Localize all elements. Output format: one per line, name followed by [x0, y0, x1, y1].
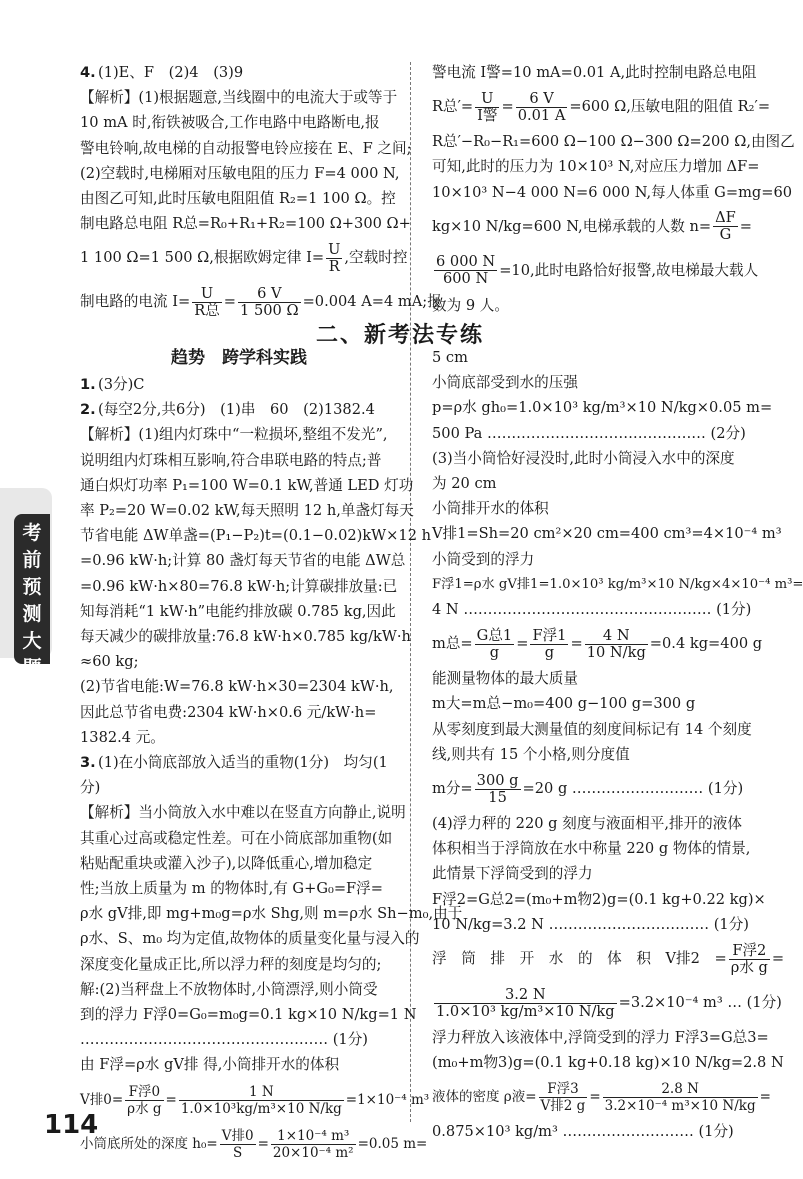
- q3-line: 线,则共有 15 个小格,则分度值: [432, 745, 630, 763]
- q4-line: 10 mA 时,衔铁被吸合,工作电路中电路断电,报: [80, 114, 380, 132]
- q2-line: =0.96 kW·h;计算 80 盏灯每天节省的电能 ΔW总: [80, 552, 406, 570]
- q2-line: (2)节省电能:W=76.8 kW·h×30=2304 kW·h,: [80, 678, 394, 696]
- q3-float-volume-line: 浮 筒 排 开 水 的 体 积 V排2 = $\frac{\text{F浮2}}{\text{ρ水 g}}$ =: [432, 941, 785, 976]
- fraction: $\frac{3.2 N}{\text{1.0×10³ kg/m³×10 N/kg}}$: [436, 985, 615, 1020]
- page-number: 114: [44, 1110, 99, 1140]
- fraction: $\frac{6 V}{1 500 \Omega}$: [240, 284, 299, 319]
- q3-line: 粘贴配重块或灌入沙子),以降低重心,增加稳定: [80, 854, 373, 872]
- q4-line: (2)空载时,电梯厢对压敏电阻的压力 F=4 000 N,: [80, 164, 400, 182]
- q3-number: 3.: [80, 754, 96, 772]
- q3-line: 从零刻度到最大测量值的刻度间标记有 14 个刻度: [432, 720, 752, 738]
- right-column-2: [432, 345, 803, 1145]
- q3-line: …………………………………………… (1分): [80, 1031, 368, 1049]
- q4-people-line: kg×10 N/kg=600 N,电梯承载的人数 n= $\frac{\Delta F}{G}$ =: [432, 209, 753, 244]
- q2-line: 通白炽灯功率 P₁=100 W=0.1 kW,普通 LED 灯功: [80, 476, 414, 494]
- q4-ohm-line: 1 100 Ω=1 500 Ω,根据欧姆定律 I= $\frac{U}{R}$ ,空载时控: [80, 240, 408, 275]
- q3-line: m大=m总−m₀=400 g−100 g=300 g: [432, 695, 696, 713]
- q1-number: 1.: [80, 376, 96, 393]
- q3-line: 分): [80, 779, 101, 797]
- q3-line: 到的浮力 F浮0=G₀=m₀g=0.1 kg×10 N/kg=1 N: [80, 1006, 417, 1024]
- fraction: $\frac{6 V}{0.01 A}$: [517, 89, 566, 124]
- q3-line: ρ水、S、m₀ 均为定值,故物体的质量变化量与浸入的: [80, 930, 420, 948]
- q4-line: R总′−R₀−R₁=600 Ω−100 Ω−300 Ω=200 Ω,由图乙: [432, 133, 795, 151]
- q3-line: ρ水 gV排,即 mg+m₀g=ρ水 Shg,则 m=ρ水 Sh−m₀,由于: [80, 905, 463, 923]
- q3-volume-line: V排0= $\frac{\text{F浮0}}{\text{ρ水 g}}$ = $\frac{1 N}{\text{1.0×10³kg/m³×10 N/kg}}$ =1×10⁻⁴ m³: [80, 1083, 430, 1117]
- fraction: $\frac{\text{G总1}}{g}$: [476, 626, 513, 661]
- q3-line: V排1=Sh=20 cm²×20 cm=400 cm³=4×10⁻⁴ m³: [432, 525, 782, 543]
- fraction: $\frac{\text{F浮1}}{g}$: [532, 626, 567, 661]
- q3-line: 体积相当于浮筒放在水中称量 220 g 物体的情景,: [432, 840, 751, 858]
- fraction: $\frac{\text{1×10⁻⁴ m³}}{\text{20×10⁻⁴ m²}}$: [272, 1127, 354, 1161]
- q3-float-volume-result: $\frac{3.2 N}{\text{1.0×10³ kg/m³×10 N/kg}}$ =3.2×10⁻⁴ m³ … (1分): [436, 985, 782, 1020]
- q2-line: 说明组内灯珠相互影响,符合串联电路的特点;普: [80, 451, 382, 469]
- fraction: $\frac{\text{F浮2}}{\text{ρ水 g}}$: [730, 941, 768, 976]
- q3-line: 小筒底部受到水的压强: [432, 374, 578, 392]
- q3-line: 小筒排开水的体积: [432, 500, 549, 518]
- q2-line: 率 P₂=20 W=0.02 kW,每天照明 12 h,单盏灯每天: [80, 502, 414, 520]
- q4-line: 制电路总电阻 R总=R₀+R₁+R₂=100 Ω+300 Ω+: [80, 215, 411, 233]
- fraction: $\frac{\text{F浮0}}{\text{ρ水 g}}$: [127, 1083, 162, 1117]
- q4-left: [80, 60, 442, 324]
- q4-total-resistance-line: R总′= $\frac{U}{\text{I警}}$ = $\frac{6 V}{0.01 A}$ =600 Ω,压敏电阻的阻值 R₂′=: [432, 89, 771, 124]
- q3-division-line: m分= $\frac{300 g}{15}$ =20 g ……………………… (1分): [432, 771, 744, 806]
- q3-density-line: 液体的密度 ρ液= $\frac{\text{F浮3}}{\text{V排2 g}}$ = $\frac{2.8 N}{\text{3.2×10⁻⁴ m³×10 N/kg}}$ =: [432, 1081, 771, 1115]
- q4-line: 数为 9 人。: [432, 296, 509, 314]
- fraction: $\frac{4 N}{10 N/kg}$: [586, 626, 646, 661]
- q2-line: ≈60 kg;: [80, 653, 139, 671]
- q3-line: 4 N …………………………………………… (1分): [432, 601, 752, 619]
- q3-line: 解:(2)当秤盘上不放物体时,小筒漂浮,则小筒受: [80, 980, 378, 998]
- q3-line: 由 F浮=ρ水 gV排 得,小筒排开水的体积: [80, 1056, 340, 1074]
- q2-line: 因此总节省电费:2304 kW·h×0.6 元/kW·h=: [80, 703, 377, 721]
- q4-current-line: 制电路的电流 I= $\frac{U}{\text{R总}}$ = $\frac{6 V}{1 500 \Omega}$ =0.004 A=4 mA;报: [80, 284, 442, 319]
- q3-line: F浮2=G总2=(m₀+m物2)g=(0.1 kg+0.22 kg)×: [432, 890, 766, 908]
- q3-line: p=ρ水 gh₀=1.0×10³ kg/m³×10 N/kg×0.05 m=: [432, 399, 773, 417]
- fraction: $\frac{U}{\text{I警}}$: [477, 89, 498, 124]
- fraction: $\frac{\Delta F}{G}$: [715, 209, 736, 244]
- q3-line: 0.875×10³ kg/m³ ……………………… (1分): [432, 1123, 734, 1141]
- q3-line: (3)当小筒恰好浸没时,此时小筒浸入水中的深度: [432, 449, 735, 467]
- q4-line: 【解析】(1)根据题意,当线圈中的电流大于或等于: [80, 89, 398, 107]
- section-title: 二、新考法专练: [315, 323, 484, 348]
- q2-line: 【解析】(1)组内灯珠中“一粒损坏,整组不发光”,: [80, 426, 388, 444]
- q3-line: 500 Pa ……………………………………… (2分): [432, 424, 746, 442]
- q4-line: 警电铃响,故电梯的自动报警电铃应接在 E、F 之间;: [80, 139, 412, 157]
- q3-line: F浮1=ρ水 gV排1=1.0×10³ kg/m³×10 N/kg×4×10⁻⁴ m³=: [432, 576, 803, 592]
- q2-line: 知每消耗“1 kW·h”电能约排放碳 0.785 kg,因此: [80, 602, 396, 620]
- q4-line: 由图乙可知,此时压敏电阻阻值 R₂=1 100 Ω。控: [80, 190, 396, 208]
- q4-answer: (1)E、F (2)4 (3)9: [98, 64, 244, 81]
- q3-mass-line: m总= $\frac{\text{G总1}}{g}$ = $\frac{\text{F浮1}}{g}$ = $\frac{4 N}{10 N/kg}$ =0.4 kg=400 g: [432, 626, 763, 661]
- fraction: $\frac{300 g}{15}$: [476, 771, 519, 806]
- q3-line: (m₀+m物3)g=(0.1 kg+0.18 kg)×10 N/kg=2.8 N: [432, 1054, 784, 1072]
- q3-line: 性;当放上质量为 m 的物体时,有 G+G₀=F浮=: [80, 880, 384, 898]
- q2-line: =0.96 kW·h×80=76.8 kW·h;计算碳排放量:已: [80, 577, 398, 595]
- fraction: $\frac{2.8 N}{\text{3.2×10⁻⁴ m³×10 N/kg}}$: [604, 1081, 756, 1115]
- fraction: $\frac{6 000 N}{600 N}$: [436, 253, 496, 288]
- q4-line: 可知,此时的压力为 10×10³ N,对应压力增加 ΔF=: [432, 158, 760, 176]
- q2-line: 节省电能 ΔW单盏=(P₁−P₂)t=(0.1−0.02)kW×12 h: [80, 527, 432, 545]
- q2-line: 1382.4 元。: [80, 728, 165, 746]
- fraction: $\frac{U}{R}$: [328, 240, 341, 275]
- q1-answer: (3分)C: [98, 376, 145, 393]
- q4-line: 警电流 I警=10 mA=0.01 A,此时控制电路总电阻: [432, 64, 757, 81]
- fraction: $\frac{1 N}{\text{1.0×10³kg/m³×10 N/kg}}$: [180, 1083, 342, 1117]
- left-column-2: [80, 372, 463, 1166]
- q2-answer: (每空2分,共6分) (1)串 60 (2)1382.4: [98, 401, 375, 419]
- trend-title: 趋势 跨学科实践: [171, 348, 307, 368]
- q3-line: 深度变化量成正比,所以浮力秤的刻度是均匀的;: [80, 955, 382, 973]
- fraction: $\frac{\text{F浮3}}{\text{V排2 g}}$: [540, 1081, 586, 1115]
- q2-line: 每天减少的碳排放量:76.8 kW·h×0.785 kg/kW·h: [80, 628, 411, 646]
- q3-line: 浮力秤放入该液体中,浮筒受到的浮力 F浮3=G总3=: [432, 1029, 769, 1047]
- q3-line: 10 N/kg=3.2 N …………………………… (1分): [432, 915, 750, 933]
- q3-line: (4)浮力秤的 220 g 刻度与液面相平,排开的液体: [432, 815, 742, 833]
- q3-line: 5 cm: [432, 349, 468, 366]
- fraction: $\frac{U}{\text{R总}}$: [194, 284, 220, 319]
- q3-line: 小筒受到的浮力: [432, 550, 535, 568]
- q4-result-line: $\frac{6 000 N}{600 N}$ =10,此时电路恰好报警,故电梯最大载人: [436, 253, 759, 288]
- q3-line: 能测量物体的最大质量: [432, 670, 578, 688]
- q4-number: 4.: [80, 64, 96, 81]
- q4-line: 10×10³ N−4 000 N=6 000 N,每人体重 G=mg=60: [432, 183, 793, 201]
- q2-number: 2.: [80, 401, 96, 419]
- side-tab: [0, 488, 52, 679]
- q3-depth-line: 小筒底所处的深度 h₀= $\frac{\text{V排0}}{S}$ = $\frac{\text{1×10⁻⁴ m³}}{\text{20×10⁻⁴ m²}}$ =0.05 m=: [80, 1127, 428, 1161]
- q3-line: (1)在小筒底部放入适当的重物(1分) 均匀(1: [98, 754, 388, 772]
- q4-right: [432, 60, 795, 318]
- q3-line: 【解析】当小筒放入水中难以在竖直方向静止,说明: [80, 804, 406, 822]
- q3-line: 此情景下浮筒受到的浮力: [432, 865, 593, 883]
- q3-line: 为 20 cm: [432, 475, 497, 493]
- side-tab-label: 考前预测大题: [14, 514, 50, 664]
- fraction: $\frac{\text{V排0}}{S}$: [221, 1127, 254, 1161]
- q3-line: 其重心过高或稳定性差。可在小筒底部加重物(如: [80, 829, 393, 847]
